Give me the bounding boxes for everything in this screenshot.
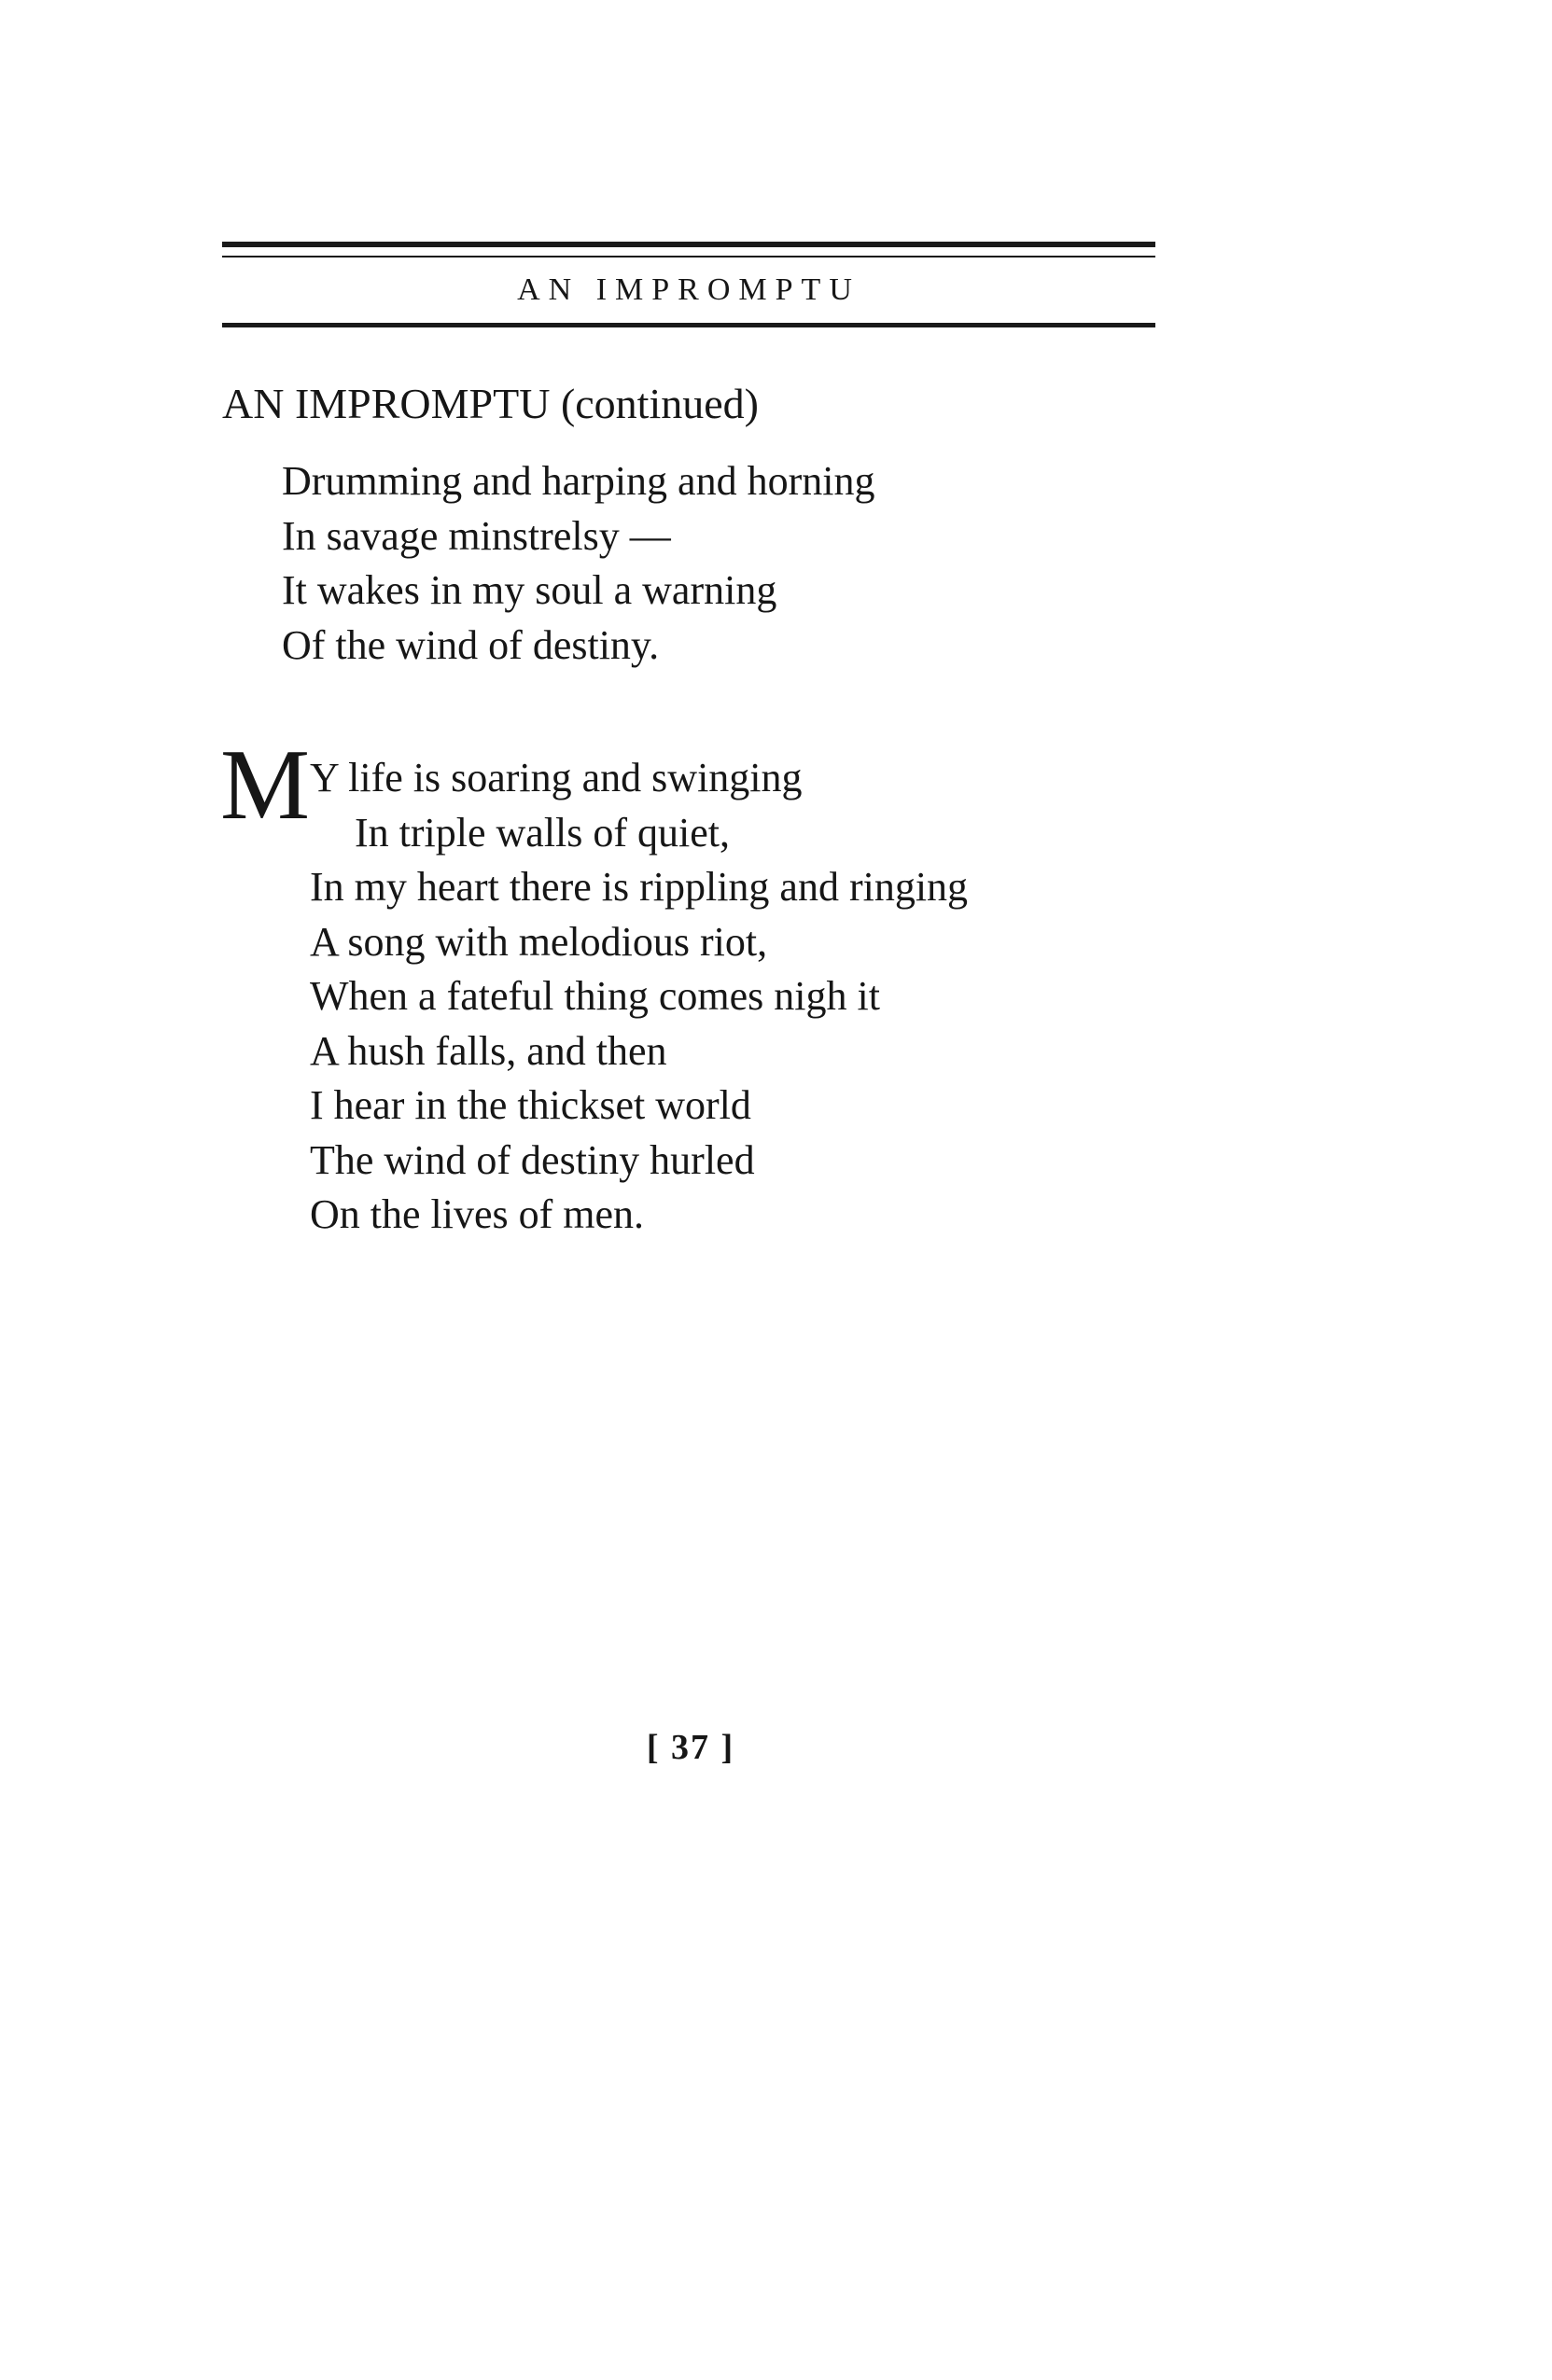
verse-line: On the lives of men. bbox=[310, 1191, 645, 1237]
header-rule-thin bbox=[222, 256, 1155, 257]
verse-line: Of the wind of destiny. bbox=[282, 621, 660, 668]
verse-line: In savage minstrelsy — bbox=[282, 512, 671, 559]
drop-cap: M bbox=[220, 730, 311, 841]
header-rule-bottom bbox=[222, 323, 1155, 327]
verse-line: Drumming and harping and horning bbox=[282, 458, 875, 504]
running-head: AN IMPROMPTU bbox=[517, 272, 860, 307]
verse-line: The wind of destiny hurled bbox=[310, 1136, 755, 1183]
verse-line: I hear in the thickset world bbox=[310, 1082, 751, 1128]
verse-line: A hush falls, and then bbox=[310, 1027, 667, 1074]
verse-line: When a fateful thing comes nigh it bbox=[310, 973, 880, 1019]
stanza-1 bbox=[282, 454, 874, 673]
verse-line: A song with melodious riot, bbox=[310, 918, 768, 965]
verse-line: In my heart there is rippling and ringing bbox=[310, 864, 969, 910]
verse-line: Y life is soaring and swinging bbox=[310, 755, 803, 800]
verse-line: In triple walls of quiet, bbox=[355, 809, 731, 856]
section-title: AN IMPROMPTU (continued) bbox=[222, 380, 759, 427]
header-rule-thick bbox=[222, 242, 1155, 247]
page-number: [ 37 ] bbox=[646, 1728, 735, 1767]
verse-line: It wakes in my soul a warning bbox=[282, 567, 777, 613]
stanza-2 bbox=[310, 751, 968, 1243]
